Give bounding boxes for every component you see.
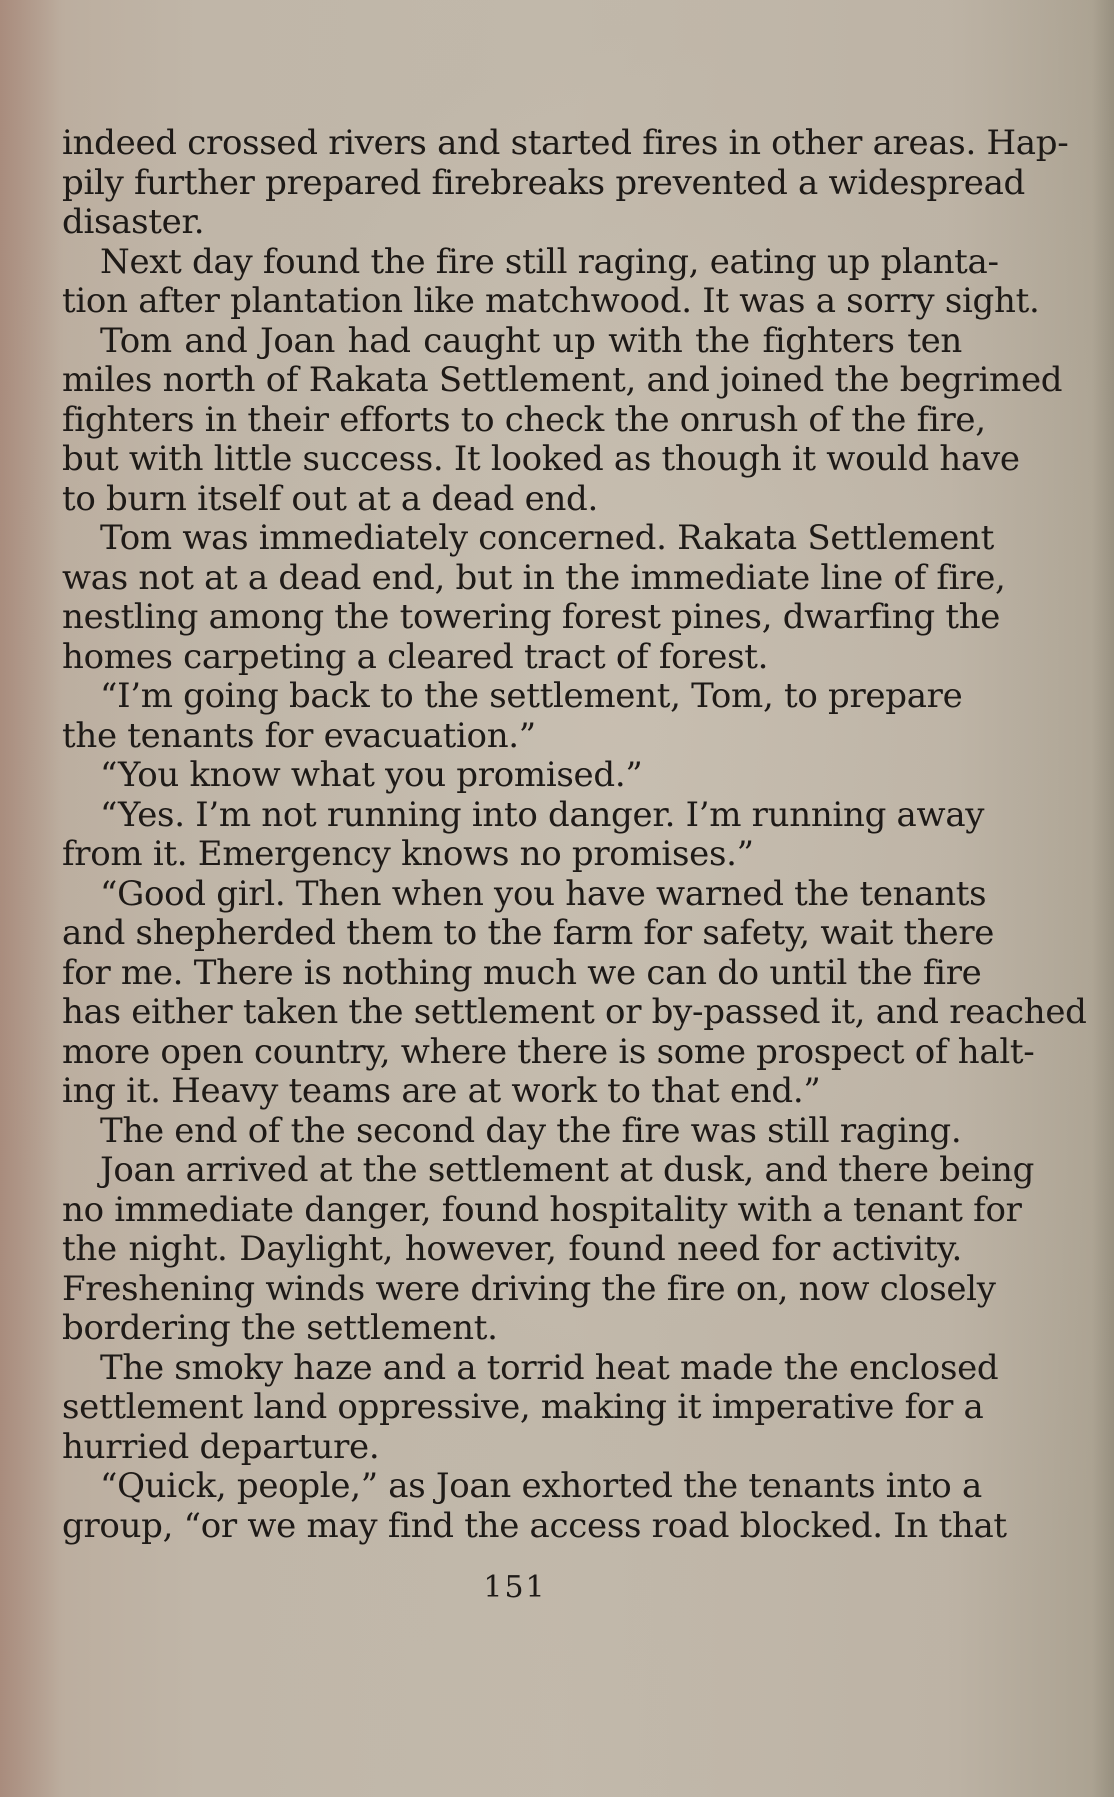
text-line: Next day found the fire still raging, eating up planta-	[100, 241, 999, 282]
text-line: from it. Emergency knows no promises.”	[62, 834, 754, 874]
text-line: nestling among the towering forest pines, dwarfing the	[62, 597, 1001, 637]
text-line: Joan arrived at the settlement at dusk, and there being	[100, 1150, 1035, 1190]
text-line: Tom and Joan had caught up with the fighters ten	[100, 320, 962, 361]
text-line: “Quick, people,” as Joan exhorted the tenants into a	[100, 1466, 982, 1506]
text-line: indeed crossed rivers and started fires in other areas. Hap-	[62, 123, 1069, 163]
text-line: “You know what you promised.”	[100, 755, 643, 795]
text-line: but with little success. It looked as though it would have	[62, 439, 1020, 479]
text-line: disaster.	[62, 202, 205, 242]
text-line: settlement land oppressive, making it imperative for a	[62, 1387, 984, 1427]
text-line: was not at a dead end, but in the immediate line of fire,	[62, 557, 1006, 598]
text-line: the night. Daylight, however, found need for activity.	[62, 1229, 962, 1269]
text-line: no immediate danger, found hospitality with a tenant for	[62, 1189, 1022, 1230]
text-line: more open country, where there is some prospect of halt-	[62, 1031, 1035, 1072]
text-line: to burn itself out at a dead end.	[62, 478, 599, 519]
text-line: “Yes. I’m not running into danger. I’m running away	[100, 794, 985, 835]
text-line: ing it. Heavy teams are at work to that end.”	[62, 1071, 821, 1111]
text-line: tion after plantation like matchwood. It was a sorry sight.	[62, 281, 1040, 321]
text-line: and shepherded them to the farm for safety, wait there	[62, 913, 995, 953]
text-line: hurried departure.	[62, 1426, 380, 1467]
body-text	[62, 123, 1087, 1546]
text-line: The smoky haze and a torrid heat made the enclosed	[100, 1347, 999, 1388]
text-line: “I’m going back to the settlement, Tom, to prepare	[100, 676, 963, 716]
text-line: homes carpeting a cleared tract of forest.	[62, 636, 769, 677]
text-line: pily further prepared firebreaks prevented a widespread	[62, 162, 1026, 203]
text-line: has either taken the settlement or by-passed it, and reached	[62, 992, 1087, 1032]
text-line: miles north of Rakata Settlement, and joined the begrimed	[62, 360, 1063, 400]
text-line: bordering the settlement.	[62, 1308, 498, 1348]
text-line: for me. There is nothing much we can do until the fire	[62, 952, 982, 993]
text-line: fighters in their efforts to check the onrush of the fire,	[62, 399, 986, 440]
text-line: group, “or we may find the access road blocked. In that	[62, 1505, 1007, 1546]
text-line: the tenants for evacuation.”	[62, 715, 536, 756]
text-line: The end of the second day the fire was still raging.	[100, 1110, 962, 1151]
text-line: Tom was immediately concerned. Rakata Settlement	[100, 518, 994, 558]
text-line: “Good girl. Then when you have warned the tenants	[100, 873, 987, 914]
page-number: 151	[483, 1570, 547, 1605]
text-line: Freshening winds were driving the fire on, now closely	[62, 1268, 996, 1309]
